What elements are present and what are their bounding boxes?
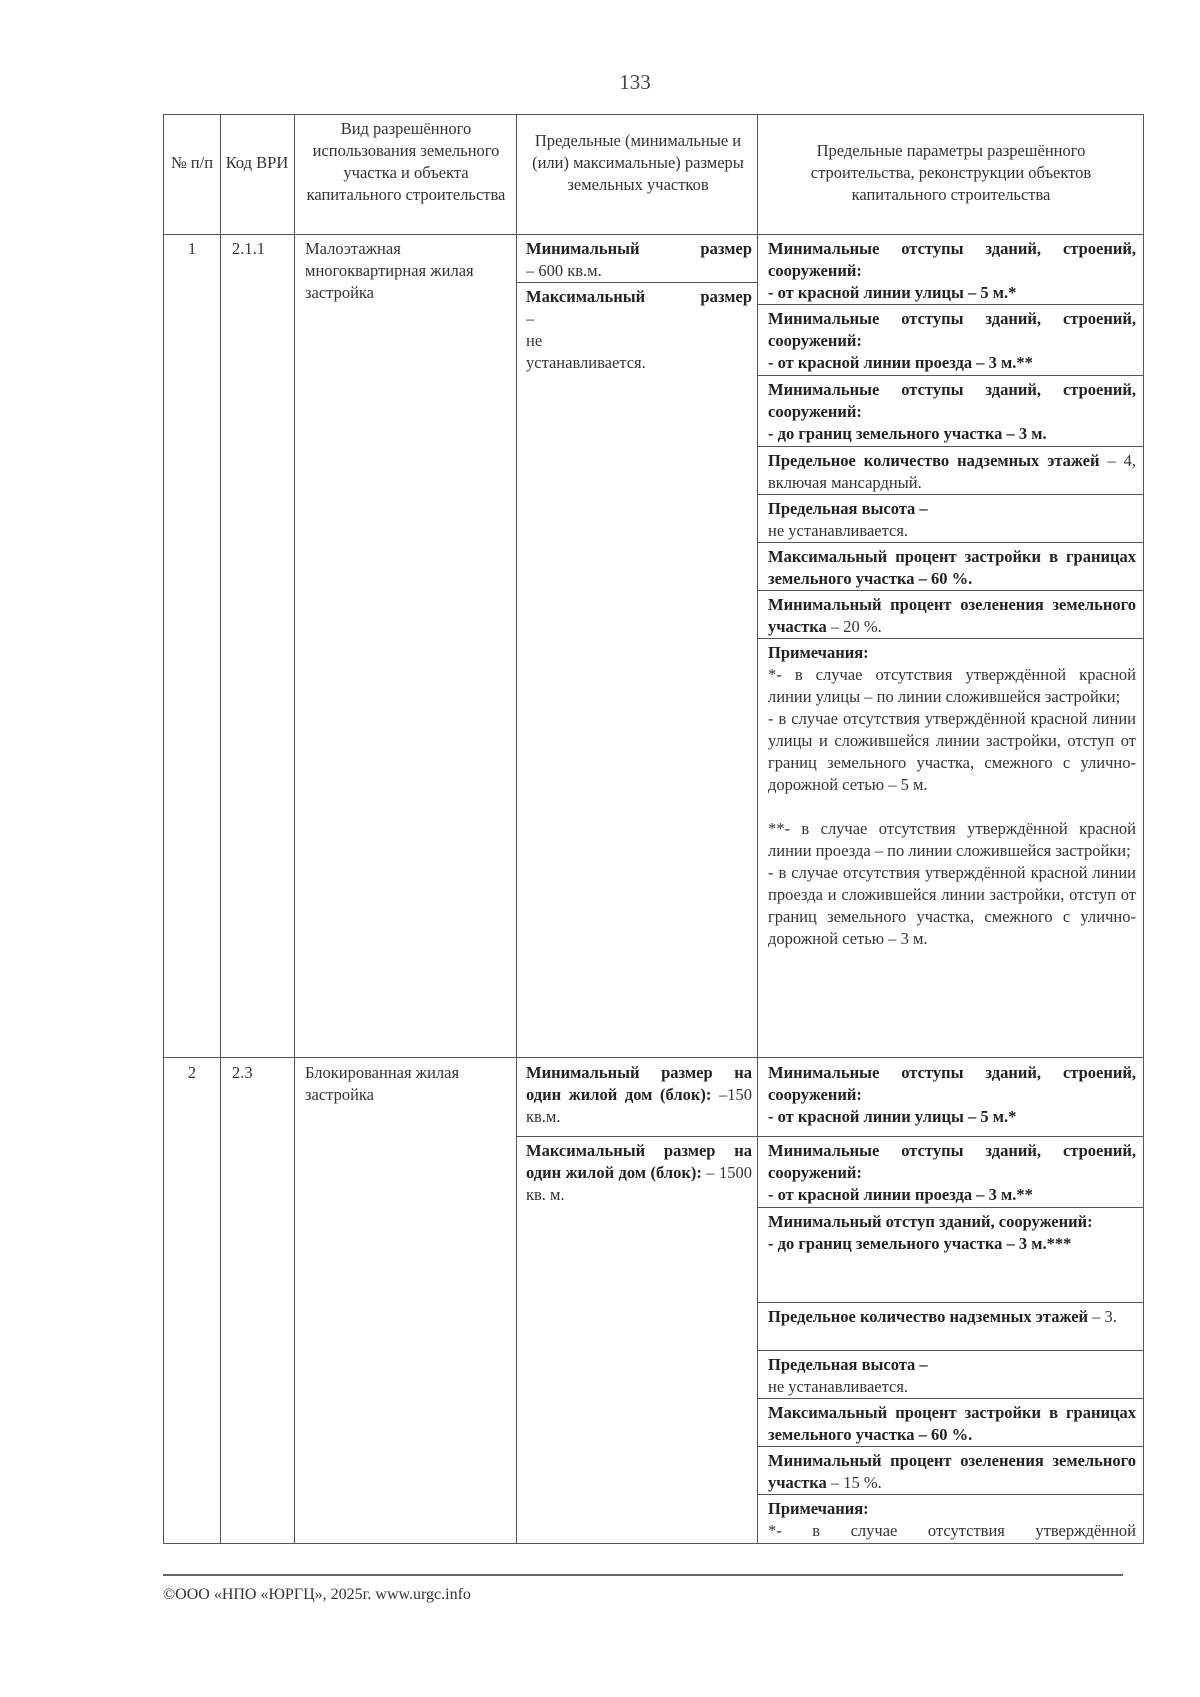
header-use-type: Вид разрешённого использования земельного участка и объекта капитального строительства [306, 119, 506, 204]
row1-note-4: - в случае отсутствия утверждённой красной линии проезда и сложившейся линии застройки, отступ от границ земельного участка, смежного с улично-дорожной сетью – 3 м. [768, 863, 1136, 948]
row2-plot-min [526, 1062, 752, 1128]
row1-notes-title: Примечания: [768, 643, 869, 662]
row1-code: 2.1.1 [232, 239, 265, 258]
row2-param-2: Минимальные отступы зданий, строений, сооружений: - от красной линии проезда – 3 м.** [768, 1141, 1136, 1204]
row2-param-5: Предельная высота – не устанавливается. [768, 1355, 928, 1396]
row1-param-5: Предельная высота – не устанавливается. [768, 499, 928, 540]
row2-num: 2 [187, 1063, 197, 1082]
row2-param-4: Предельное количество надземных этажей – 3. [768, 1307, 1117, 1326]
row1-notes [768, 642, 1136, 950]
row2-plot-min-value: –150 кв.м. [526, 1085, 753, 1126]
row1-plot-min-value: – 600 кв.м. [526, 261, 602, 280]
row1-param-2: Минимальные отступы зданий, строений, сооружений: - от красной линии проезда – 3 м.** [768, 309, 1136, 372]
row1-plot-max-value: – не устанавливается. [526, 309, 646, 372]
row2-param-6: Максимальный процент застройки в границах земельного участка – 60 %. [768, 1403, 1136, 1444]
row2-use-type: Блокированная жилая застройка [305, 1063, 460, 1104]
row1-num: 1 [187, 239, 197, 258]
row2-param-3: Минимальный отступ зданий, сооружений: - до границ земельного участка – 3 м.*** [768, 1212, 1093, 1253]
row2-notes [768, 1498, 1136, 1542]
row1-param-3: Минимальные отступы зданий, строений, сооружений: - до границ земельного участка – 3 м. [768, 380, 1136, 443]
row1-param-1: Минимальные отступы зданий, строений, сооружений: - от красной линии улицы – 5 м.* [768, 239, 1136, 302]
header-params: Предельные параметры разрешённого строительства, реконструкции объектов капитального строительства [810, 141, 1092, 204]
row2-plot-max-label: Максимальный размер на один жилой дом (блок): [526, 1141, 752, 1182]
row1-plot-min-label: Минимальный размер [526, 239, 752, 258]
row1-note-1: *- в случае отсутствия утверждённой красной линии улицы – по линии сложившейся застройки; [768, 665, 1136, 706]
row1-param-6: Максимальный процент застройки в границах земельного участка – 60 %. [768, 547, 1136, 588]
row1-note-3: **- в случае отсутствия утверждённой красной линии проезда – по линии сложившейся застройки; [768, 819, 1136, 860]
row1-note-2: - в случае отсутствия утверждённой красной линии улицы и сложившейся линии застройки, отступ от границ земельного участка, смежного с улично-дорожной сетью – 5 м. [768, 709, 1136, 794]
header-code: Код ВРИ [225, 153, 289, 172]
row2-plot-max [526, 1140, 752, 1206]
row2-param-7: Минимальный процент озеленения земельного участка – 15 %. [768, 1451, 1136, 1492]
row2-code: 2.3 [232, 1063, 253, 1082]
row1-param-4: Предельное количество надземных этажей – 4, включая мансардный. [768, 451, 1136, 492]
row1-param-7: Минимальный процент озеленения земельного участка – 20 %. [768, 595, 1136, 636]
row2-plot-min-label: Минимальный размер на один жилой дом (блок): [526, 1063, 752, 1104]
footer-copyright: ©ООО «НПО «ЮРГЦ», 2025г. www.urgc.info [163, 1586, 471, 1603]
row1-plot-max-label: Максимальный размер [526, 287, 752, 306]
row1-use-type: Малоэтажная многоквартирная жилая застройка [305, 239, 474, 302]
header-num: № п/п [170, 153, 214, 172]
row1-plot-min [526, 238, 752, 282]
row2-param-1: Минимальные отступы зданий, строений, сооружений: - от красной линии улицы – 5 м.* [768, 1063, 1136, 1126]
footer-divider [163, 1574, 1123, 1576]
row2-note-1: *- в случае отсутствия утверждённой [768, 1521, 1136, 1540]
row1-plot-max [526, 286, 752, 374]
page-number: 133 [619, 70, 651, 94]
header-plot-size: Предельные (минимальные и (или) максимальные) размеры земельных участков [532, 131, 744, 194]
row2-plot-max-value: – 1500 кв. м. [526, 1163, 752, 1204]
row2-notes-title: Примечания: [768, 1499, 869, 1518]
